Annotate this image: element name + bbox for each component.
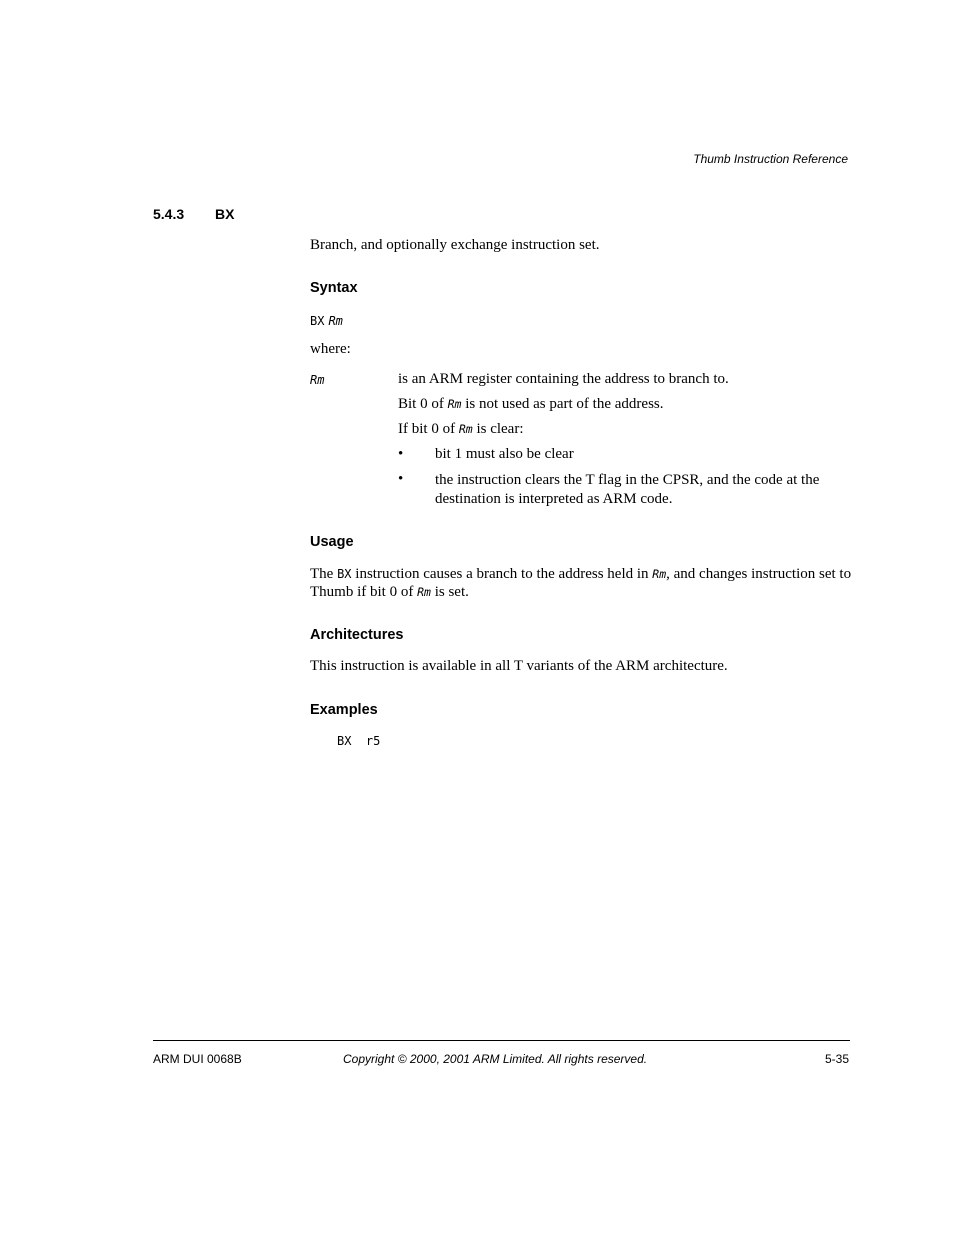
operand-term: Rm: [310, 373, 325, 387]
syntax-mnemonic: BX: [310, 314, 325, 328]
examples-heading: Examples: [310, 702, 378, 718]
bullet-item-2: the instruction clears the T flag in the CPSR, and the code at the destination is interpreted as ARM code.: [435, 472, 820, 507]
syntax-operand: Rm: [328, 314, 343, 328]
architectures-text: This instruction is available in all T variants of the ARM architecture.: [310, 658, 728, 674]
footer-rule: [153, 1040, 850, 1041]
operand-desc-line3-post: is clear:: [472, 421, 524, 437]
bullet-item-1: bit 1 must also be clear: [435, 446, 574, 462]
footer-page-number: 5-35: [824, 1052, 849, 1066]
operand-desc-line2-code: Rm: [447, 397, 462, 411]
usage-code-rm-2: Rm: [417, 585, 431, 599]
footer-copyright: Copyright © 2000, 2001 ARM Limited. All rights reserved.: [343, 1052, 648, 1066]
operand-desc-line2-pre: Bit 0 of: [398, 396, 448, 412]
operand-desc-line3: [398, 421, 524, 438]
usage-code-bx: BX: [337, 567, 352, 581]
usage-text-2: instruction causes a branch to the address held in: [351, 566, 653, 582]
operand-desc-line1: is an ARM register containing the address to branch to.: [398, 371, 729, 387]
where-label: where:: [310, 341, 351, 357]
operand-desc-line2-post: is not used as part of the address.: [461, 396, 664, 412]
syntax-heading: Syntax: [310, 280, 358, 296]
syntax-line: [310, 312, 343, 330]
section-title: BX: [215, 206, 235, 222]
operand-desc-line3-pre: If bit 0 of: [398, 421, 459, 437]
architectures-heading: Architectures: [310, 627, 404, 643]
bullet-marker-2: •: [398, 471, 404, 487]
section-intro: Branch, and optionally exchange instruction set.: [310, 237, 600, 253]
usage-text-4: is set.: [430, 584, 469, 600]
usage-text-3: , and changes instruction set to Thumb if bit 0 of: [310, 566, 852, 600]
bullet-marker-1: •: [398, 446, 404, 462]
footer-doc-id: ARM DUI 0068B: [153, 1052, 242, 1066]
usage-heading: Usage: [310, 534, 354, 550]
usage-paragraph: [310, 565, 852, 601]
operand-desc-line3-code: Rm: [458, 422, 473, 436]
section-number: 5.4.3: [153, 206, 185, 222]
usage-code-rm-1: Rm: [652, 567, 667, 581]
example-code: BX r5: [337, 734, 381, 748]
usage-text-1: The: [310, 566, 338, 582]
running-header: Thumb Instruction Reference: [693, 152, 848, 166]
operand-desc-line2: [398, 396, 664, 413]
